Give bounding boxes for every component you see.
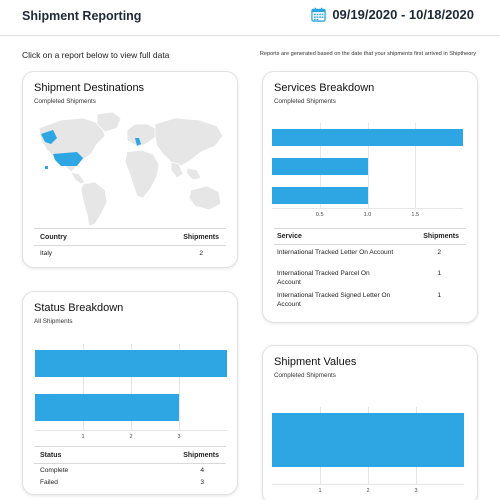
header-bar bbox=[0, 0, 500, 36]
report-note: Reports are generated based on the date that your shipments first arrived in Shiptheory bbox=[259, 51, 476, 57]
chart-bar[interactable] bbox=[272, 187, 368, 204]
table-cell-shipments: 3 bbox=[200, 479, 204, 486]
table-cell-status: Complete bbox=[40, 467, 69, 474]
x-tick-label: 2 bbox=[366, 488, 370, 494]
shipment-values-card[interactable] bbox=[262, 345, 478, 500]
page-title: Shipment Reporting bbox=[22, 9, 142, 23]
x-axis-line bbox=[272, 484, 464, 485]
world-map bbox=[31, 110, 231, 228]
x-axis-line bbox=[35, 430, 227, 431]
instruction-text: Click on a report below to view full data bbox=[22, 50, 170, 60]
table-divider bbox=[34, 228, 226, 229]
table-cell-shipments: 2 bbox=[199, 250, 203, 257]
table-divider bbox=[34, 463, 226, 464]
x-tick-label: 1.0 bbox=[363, 212, 372, 218]
table-cell-country: Italy bbox=[40, 250, 53, 257]
card-subtitle: All Shipments bbox=[34, 318, 73, 325]
table-divider bbox=[34, 245, 226, 246]
date-range-picker[interactable] bbox=[311, 7, 474, 22]
card-title: Shipment Values bbox=[274, 356, 357, 368]
column-header-country: Country bbox=[40, 234, 67, 241]
x-tick-label: 1 bbox=[81, 434, 85, 440]
card-subtitle: Completed Shipments bbox=[274, 372, 336, 379]
chart-bar[interactable] bbox=[272, 158, 368, 175]
table-divider bbox=[274, 244, 466, 245]
column-header-status: Status bbox=[40, 452, 62, 459]
x-tick-label: 0.5 bbox=[315, 212, 324, 218]
card-title: Shipment Destinations bbox=[34, 82, 145, 94]
x-tick-label: 1 bbox=[318, 488, 322, 494]
table-cell-status: Failed bbox=[40, 479, 58, 486]
shipment-destinations-card[interactable] bbox=[22, 71, 238, 268]
chart-bar[interactable] bbox=[272, 129, 463, 146]
table-cell-service: International Tracked Signed Letter On Account bbox=[277, 292, 391, 308]
calendar-icon bbox=[311, 7, 326, 22]
x-tick-label: 1.5 bbox=[411, 212, 420, 218]
x-tick-label: 3 bbox=[177, 434, 181, 440]
table-divider bbox=[34, 446, 226, 447]
chart-bar[interactable] bbox=[272, 413, 464, 467]
status-breakdown-card[interactable] bbox=[22, 291, 238, 495]
table-cell-shipments: 4 bbox=[200, 467, 204, 474]
table-divider bbox=[274, 228, 466, 229]
table-cell-shipments: 1 bbox=[437, 292, 441, 299]
table-cell-shipments: 1 bbox=[437, 270, 441, 277]
column-header-shipments: Shipments bbox=[423, 233, 459, 240]
x-tick-label: 2 bbox=[129, 434, 133, 440]
chart-bar[interactable] bbox=[35, 350, 227, 377]
table-cell-service: International Tracked Letter On Account bbox=[277, 249, 394, 256]
column-header-shipments: Shipments bbox=[183, 452, 219, 459]
card-title: Status Breakdown bbox=[34, 302, 124, 314]
table-cell-service: International Tracked Parcel On Account bbox=[277, 270, 370, 286]
services-breakdown-card[interactable] bbox=[262, 71, 478, 323]
chart-bar[interactable] bbox=[35, 394, 179, 421]
x-tick-label: 3 bbox=[414, 488, 418, 494]
date-range-text: 09/19/2020 - 10/18/2020 bbox=[332, 7, 474, 22]
card-subtitle: Completed Shipments bbox=[34, 98, 96, 105]
table-cell-shipments: 2 bbox=[437, 249, 441, 256]
column-header-service: Service bbox=[277, 233, 302, 240]
card-subtitle: Completed Shipments bbox=[274, 98, 336, 105]
x-axis-line bbox=[272, 208, 463, 209]
column-header-shipments: Shipments bbox=[183, 234, 219, 241]
card-title: Services Breakdown bbox=[274, 82, 375, 94]
